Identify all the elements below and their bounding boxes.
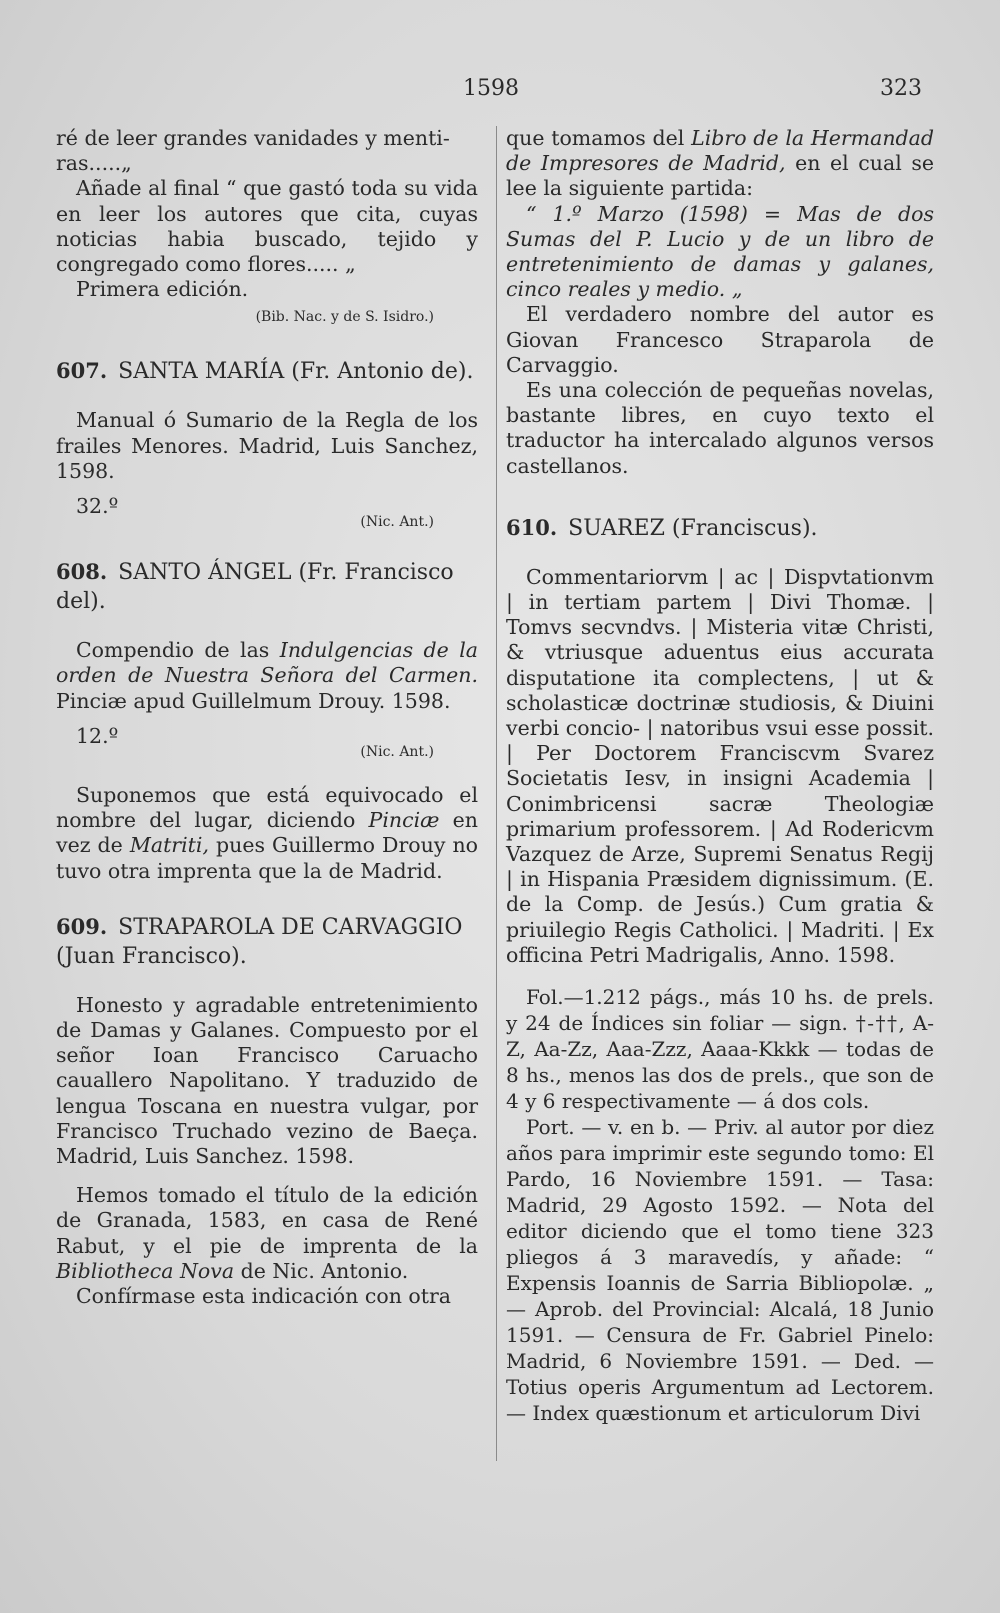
entry-609 — [56, 912, 478, 971]
author-note: El verdadero nombre del autor es Giovan Francesco Straparola de Carvaggio. — [506, 302, 934, 377]
contents-note: Port. — v. en b. — Priv. al autor por diez años para imprimir este segundo tomo: El Pardo, 16 Noviembre 1591. — Tasa: Madrid, 29 Agosto 1592. — Nota del editor diciendo que el tomo tiene 323 pliegos á 3 maravedís, y añade: “ Expensis Ioannis de Sarria Bibliopolæ. „ — Aprob. del Provincial: Alcalá, 18 Junio 1591. — Censura de Fr. Gabriel Pinelo: Madrid, 6 Noviembre 1591. — Ded. — Totius operis Argumentum ad Lectorem.— Index quæstionum et articulorum Divi — [506, 1115, 934, 1426]
entry-description — [506, 984, 934, 1426]
left-column — [56, 126, 478, 1309]
collation-note: Fol.—1.212 págs., más 10 hs. de prels. y 24 de Índices sin foliar — sign. †-††, A-Z, Aa-Zz, Aaa-Zzz, Aaaa-Kkkk — todas de 8 hs., menos las dos de prels., que son de 4 y 6 respectivamente — á dos cols. — [506, 985, 934, 1114]
quoted-entry: “ 1.º Marzo (1598) = Mas de dos Sumas del P. Lucio y de un libro de entretenimiento de damas y galanes, cinco reales y medio. „ — [506, 201, 934, 302]
entry-608 — [56, 557, 478, 616]
continued-text: ré de leer grandes vanidades y menti- — [56, 126, 450, 150]
entry-title: Commentariorvm | ac | Dispvtationvm | in tertiam partem | Divi Thomæ. | Tomvs secvndvs. | Misteria vitæ Christi, & vtriusque aduentus eius accurata disputatione ita complectens, | ut & scholasticæ doctrinæ studiosis, & Diuini verbi concio- | natoribus vsui esse possit. | Per Doctorem Franciscvm Svarez Societatis Iesv, in insigni Academia | Conimbricensi sacræ Theologiæ primarium professorem. | Ad Rodericvm Vazquez de Arze, Supremi Senatus Regij | in Hispania Præsidem dignissimum. (E. de la Comp. de Jesús.) Cum gratia & priuilegio Regis Catholici. | Madriti. | Ex officina Petri Madrigalis, Anno. 1598. — [506, 564, 934, 967]
entry-heading: STRAPAROLA DE CARVAGGIO (Juan Francisco). — [56, 914, 463, 969]
library-location: (Nic. Ant.) — [360, 514, 434, 531]
entry-title: Compendio de las Indulgencias de la orden de Nuestra Señora del Carmen. Pinciæ apud Guillelmum Drouy. 1598. — [56, 638, 478, 713]
continued-text: ras.....„ — [56, 151, 132, 176]
entry-number: 609. — [56, 913, 108, 939]
entry-note: Confírmase esta indicación con otra — [76, 1284, 452, 1309]
column-divider — [496, 126, 497, 1461]
entry-heading: SUAREZ (Franciscus). — [568, 515, 818, 541]
running-header-year: 1598 — [463, 76, 519, 101]
entry-format: 32.º — [76, 494, 119, 519]
quoted-note: Añade al final “ que gastó toda su vida en leer los autores que cita, cuyas noticias habia buscado, tejido y congregado como flores..... „ — [56, 176, 478, 277]
entry-610 — [506, 513, 934, 543]
entry-format: 12.º — [76, 723, 119, 748]
entry-number: 607. — [56, 358, 108, 384]
entry-number: 610. — [506, 514, 558, 540]
right-column — [506, 126, 934, 1426]
collection-note: Es una colección de pequeñas novelas, bastante libres, en cuyo texto el traductor ha intercalado algunos versos castellanos. — [506, 378, 934, 478]
entry-heading: SANTA MARÍA (Fr. Antonio de). — [118, 359, 474, 385]
continued-text: que tomamos del Libro de la Hermandad de Impresores de Madrid, en el cual se lee la siguiente partida: — [506, 126, 935, 201]
edition-note: Primera edición. — [76, 277, 249, 302]
entry-heading: SANTO ÁNGEL (Fr. Francisco del). — [56, 560, 454, 615]
entry-note: Hemos tomado el título de la edición de Granada, 1583, en casa de René Rabut, y el pie de imprenta de la Bibliotheca Nova de Nic. Antonio. — [56, 1183, 478, 1283]
entry-note: Suponemos que está equivocado el nombre del lugar, diciendo Pinciæ en vez de Matriti, pues Guillermo Drouy no tuvo otra imprenta que la de Madrid. — [56, 783, 478, 883]
entry-title: Honesto y agradable entretenimiento de Damas y Galanes. Compuesto por el señor Ioan Francisco Caruacho cauallero Napolitano. Y traduzido de lengua Toscana en nuestra vulgar, por Francisco Truchado vezino de Baeça. Madrid, Luis Sanchez. 1598. — [56, 992, 478, 1169]
page-number: 323 — [880, 76, 922, 101]
entry-607 — [56, 356, 478, 386]
library-location: (Bib. Nac. y de S. Isidro.) — [255, 309, 434, 326]
library-location: (Nic. Ant.) — [360, 744, 434, 761]
entry-number: 608. — [56, 559, 108, 585]
entry-title: Manual ó Sumario de la Regla de los frailes Menores. Madrid, Luis Sanchez, 1598. — [56, 408, 478, 483]
